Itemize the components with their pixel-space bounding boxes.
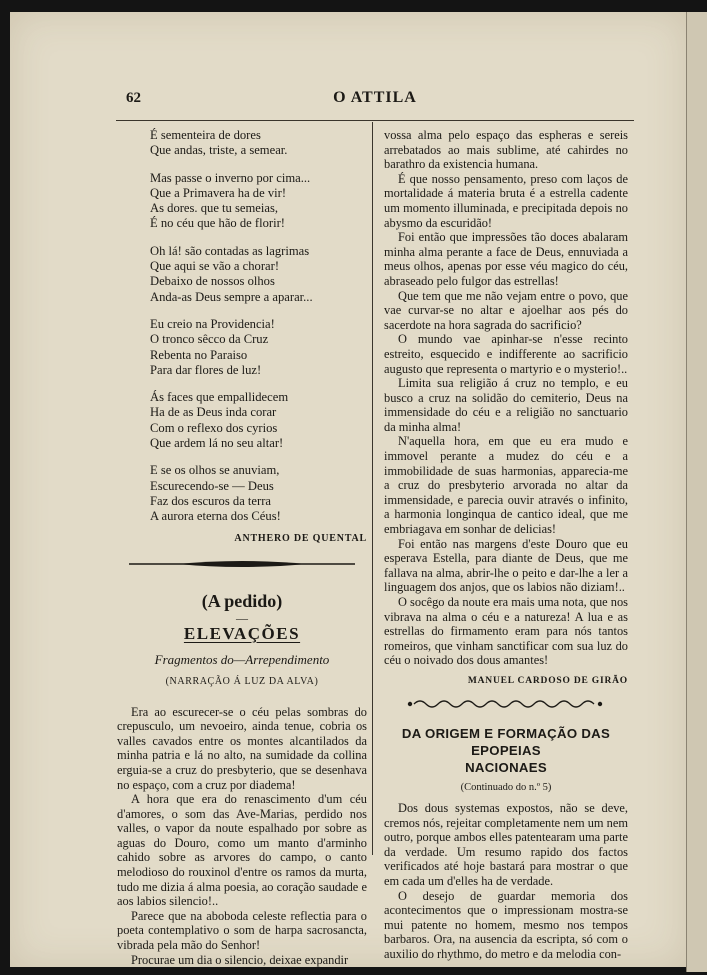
poem-line: Faz dos escuros da terra <box>150 493 271 508</box>
poem-stanza <box>150 128 367 159</box>
article-author: MANUEL CARDOSO DE GIRÃO <box>467 675 628 686</box>
poem-line: Para dar flores de luz! <box>150 362 262 377</box>
poem-line: Rebenta no Paraiso <box>150 347 248 362</box>
section-title <box>384 725 628 776</box>
section-body <box>384 801 628 962</box>
poem-line: Debaixo de nossos olhos <box>150 274 275 289</box>
poem-line: Escurecendo-se — Deus <box>150 478 274 493</box>
poem-line: Que andas, triste, a semear. <box>150 143 288 158</box>
poem-line: Ha de as Deus inda corar <box>150 405 277 420</box>
article-note: (NARRAÇÃO Á LUZ DA ALVA) <box>165 675 319 687</box>
running-title: O ATTILA <box>333 89 417 106</box>
article-kicker: (A pedido) <box>201 590 283 611</box>
paragraph: O mundo vae apinhar-se n'esse recinto estreito, esquecido e indifferente ao sacrificio augusto que representa o martyrio e o mysterio!.. <box>384 332 628 376</box>
poem-line: Ás faces que empallidecem <box>150 390 289 405</box>
right-column <box>384 128 628 962</box>
poem <box>117 128 367 525</box>
continued-note: (Continuado do n.º 5) <box>460 781 552 793</box>
article-body-right <box>384 128 628 668</box>
poem-line: Que a Primavera ha de vir! <box>150 185 287 200</box>
paragraph: Parece que na aboboda celeste reflectia para o poeta contemplativo o som de harpa sacrosancta, vibrada pela mão do Senhor! <box>117 908 367 953</box>
paragraph: Procurae um dia o silencio, deixae expandir <box>131 952 349 967</box>
kicker-dash: — <box>236 610 248 625</box>
poem-stanza <box>150 317 367 378</box>
running-header <box>116 86 634 110</box>
poem-author: ANTHERO DE QUENTAL <box>234 532 367 544</box>
paragraph: Dos dous systemas expostos, não se deve, cremos nós, rejeitar completamente nem um nem outro, porque ambos elles patentearam uma parte da verdade. Um resumo rapido dos factos verificados até hoje bastará para mostrar o que em cada um d'elles ha de verdade. <box>384 800 628 888</box>
paragraph: O desejo de guardar memoria dos acontecimentos que o impressionam mostra-se mui patente no homem, mesmo nos tempos barbaros. Ora, na ausencia da escripta, só com o auxilio do rhythmo, do metro e da melodia con- <box>384 888 628 961</box>
paragraph: É que nosso pensamento, preso com laços de mortalidade á materia bruta é a estrella cadente um momento illuminada, e precipitada depois no abysmo da escuridão! <box>384 171 628 230</box>
poem-line: É no céu que hão de florir! <box>150 216 285 231</box>
poem-line: E se os olhos se anuviam, <box>150 463 280 478</box>
poem-stanza <box>150 244 367 305</box>
poem-stanza <box>150 463 367 524</box>
left-column <box>117 128 367 967</box>
header-rule <box>116 120 634 121</box>
section-title-line: DA ORIGEM E FORMAÇÃO DAS EPOPEIAS <box>401 725 611 758</box>
page-number: 62 <box>126 90 141 106</box>
paragraph: Foi então nas margens d'este Douro que eu esperava Estella, para diante de Deus, que me fallava na alma, abrir-lhe o peito e dar-lhe a ler a linguagem dos anjos, que os labios não diziam!.. <box>384 536 628 595</box>
paragraph: O socêgo da noute era mais uma nota, que nos vibrava na alma o céu e a natureza! A lua e as estrellas do firmamento eram para nós tantos romeiros, que vinham sanctificar com sua luz do céu o noivado dos dous amantes! <box>384 595 628 668</box>
poem-line: Com o reflexo dos cyrios <box>150 420 278 435</box>
column-separator <box>372 122 373 855</box>
article-body-left <box>117 705 367 968</box>
poem-line: Anda-as Deus sempre a aparar... <box>150 289 313 304</box>
poem-line: A aurora eterna dos Céus! <box>150 509 281 524</box>
poem-line: É sementeira de dores <box>150 128 261 142</box>
poem-line: Eu creio na Providencia! <box>150 316 275 331</box>
ornamental-divider-icon <box>117 558 367 570</box>
poem-stanza <box>150 171 367 232</box>
paragraph: Foi então que impressões tão doces abalaram minha alma perante a face de Deus, ennuviada a meus olhos, apenas por esse véu magico do céu, abraseado pelo fulgor das estrellas! <box>384 230 628 288</box>
poem-line: Oh lá! são contadas as lagrimas <box>150 243 310 258</box>
poem-line: As dores. que tu semeias, <box>150 201 279 216</box>
poem-stanza <box>150 390 367 451</box>
article-title: ELEVAÇÕES <box>183 623 301 643</box>
article-subtitle: Fragmentos do—Arrependimento <box>154 651 330 667</box>
paragraph: vossa alma pelo espaço das espheras e sereis arrebatados ao mais sublime, até cahirdes no barathro da existencia humana. <box>384 128 628 172</box>
poem-line: Que ardem lá no seu altar! <box>150 436 284 451</box>
wavy-divider-icon <box>384 696 628 712</box>
paragraph: N'aquella hora, em que eu era mudo e immovel perante a mudez do céu e a immobilidade de suas harmonias, apparecia-me a cruz do presbyterio arvorada no altar da immensidade, e parecia ouvir através o infinito, a harmonia longinqua de cantico ideal, que me embriagava em sonhar de delicias! <box>384 434 628 537</box>
paragraph: A hora que era do renascimento d'um céu d'amores, o som das Ave-Marias, perdido nos valles, o vapor da noute espalhado por sobre as aguas do Douro, como um manto d'arminho cahido sobre as arvores do campo, o canto melodioso do rouxinol d'entre os ramos da murta, tudo me dizia á alma poesia, ao coração saudade e aos labios silencio!.. <box>117 792 367 909</box>
next-page-edge <box>686 12 707 972</box>
paragraph: Era ao escurecer-se o céu pelas sombras do crepusculo, um nevoeiro, ainda tenue, cobria os valles cavados entre os montes alcantilados da minha patria e lá no alto, na sumidade da collina erguia-se a cruz do presbyterio, que se desenhava no espaço, com a cruz por diadema! <box>117 704 367 792</box>
paragraph: Limita sua religião á cruz no templo, e eu busco a cruz na solidão do cemiterio, Deus na immensidade do céu e a religião no sanctuario da minha alma! <box>384 376 628 434</box>
spacer <box>117 687 367 705</box>
poem-line: Que aqui se vão a chorar! <box>150 259 280 274</box>
poem-line: O tronco sêcco da Cruz <box>150 332 269 347</box>
section-title-line: NACIONAES <box>465 759 547 775</box>
paragraph: Que tem que me não vejam entre o povo, que vae curvar-se no altar e ajoelhar aos pés do sacerdote na hora sagrada do sacrificio? <box>384 288 628 332</box>
poem-line: Mas passe o inverno por cima... <box>150 170 311 185</box>
